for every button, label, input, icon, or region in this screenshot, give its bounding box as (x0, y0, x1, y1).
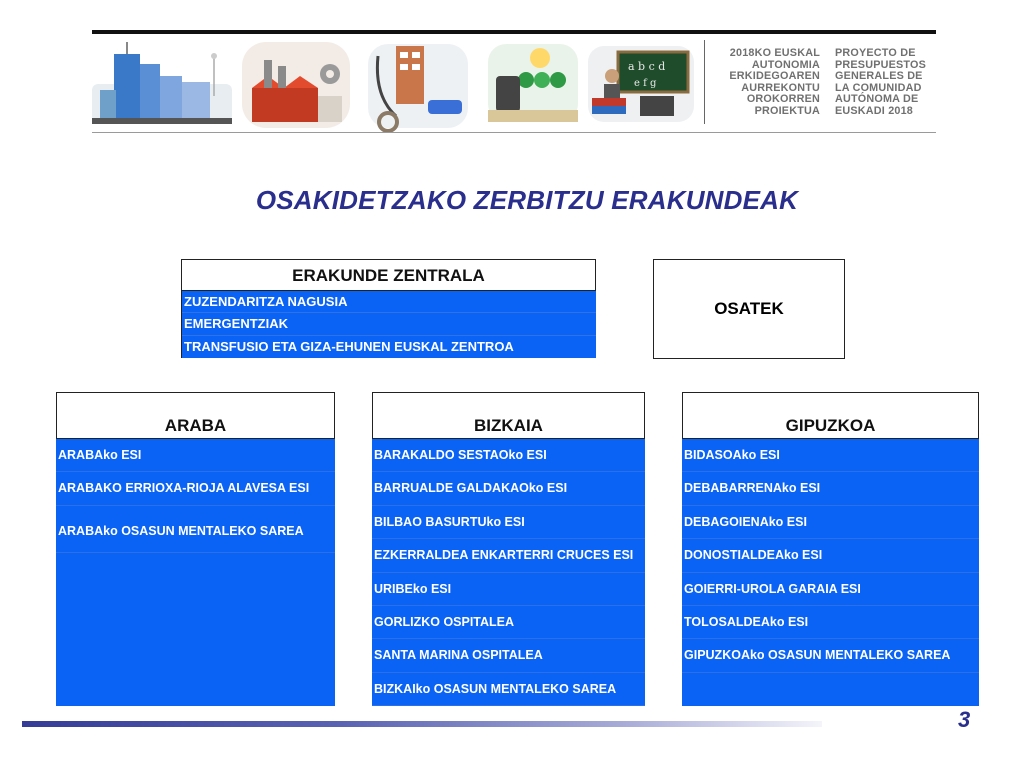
list-item: BIZKAIko OSASUN MENTALEKO SAREA (372, 673, 645, 706)
list-item: ARABAko ESI (56, 439, 335, 472)
region-list-araba (56, 439, 335, 706)
education-icon (588, 46, 694, 122)
header-text-basque: 2018KO EUSKAL AUTONOMIA ERKIDEGOAREN AURREKONTU OROKORREN PROIEKTUA (729, 47, 820, 117)
region-box-araba (56, 392, 335, 706)
header-top-rule (92, 30, 936, 34)
industry-icon (242, 42, 350, 128)
footer-gradient-line (22, 721, 822, 727)
list-item: BARRUALDE GALDAKAOko ESI (372, 472, 645, 505)
list-item: ARABAko OSASUN MENTALEKO SAREA (56, 506, 335, 553)
header-bottom-rule (92, 132, 936, 133)
region-list-bizkaia (372, 439, 645, 706)
region-box-bizkaia (372, 392, 645, 706)
city-icon (92, 42, 232, 124)
header-divider (704, 40, 705, 124)
list-item: GOIERRI-UROLA GARAIA ESI (682, 573, 979, 606)
page-title: OSAKIDETZAKO ZERBITZU ERAKUNDEAK (255, 185, 799, 215)
list-item: DEBAGOIENAko ESI (682, 506, 979, 539)
svg-text:a b c d: a b c d (628, 60, 666, 73)
list-item: SANTA MARINA OSPITALEA (372, 639, 645, 672)
list-item: ARABAKO ERRIOXA-RIOJA ALAVESA ESI (56, 472, 335, 505)
header-banner (78, 36, 704, 136)
region-heading-araba: ARABA (56, 392, 335, 439)
svg-text:e f g: e f g (634, 78, 657, 89)
list-item: EZKERRALDEA ENKARTERRI CRUCES ESI (372, 539, 645, 572)
central-organisation-heading: ERAKUNDE ZENTRALA (181, 259, 596, 291)
central-organisation-list (181, 291, 596, 358)
header-text-spanish: PROYECTO DE PRESUPUESTOS GENERALES DE LA COMUNIDAD AUTÓNOMA DE EUSKADI 2018 (835, 47, 926, 117)
region-heading-gipuzkoa: GIPUZKOA (682, 392, 979, 439)
central-item-zuzendaritza: ZUZENDARITZA NAGUSIA (182, 291, 596, 313)
list-item: URIBEko ESI (372, 573, 645, 606)
central-item-emergentziak: EMERGENTZIAK (182, 313, 596, 335)
list-item: GORLIZKO OSPITALEA (372, 606, 645, 639)
list-item: DONOSTIALDEAko ESI (682, 539, 979, 572)
list-item: BIDASOAko ESI (682, 439, 979, 472)
region-list-gipuzkoa (682, 439, 979, 706)
page-number: 3 (958, 707, 971, 732)
central-item-transfusio: TRANSFUSIO ETA GIZA-EHUNEN EUSKAL ZENTROA (184, 338, 514, 354)
list-item: GIPUZKOAko OSASUN MENTALEKO SAREA (682, 639, 979, 672)
list-item: BARAKALDO SESTAOko ESI (372, 439, 645, 472)
list-item: TOLOSALDEAko ESI (682, 606, 979, 639)
osatek-box: OSATEK (653, 259, 845, 359)
list-item: DEBABARRENAko ESI (682, 472, 979, 505)
list-item: BILBAO BASURTUko ESI (372, 506, 645, 539)
central-organisation-box (181, 259, 596, 358)
region-box-gipuzkoa (682, 392, 979, 706)
region-heading-bizkaia: BIZKAIA (372, 392, 645, 439)
park-icon (488, 44, 578, 122)
health-icon (368, 44, 468, 131)
